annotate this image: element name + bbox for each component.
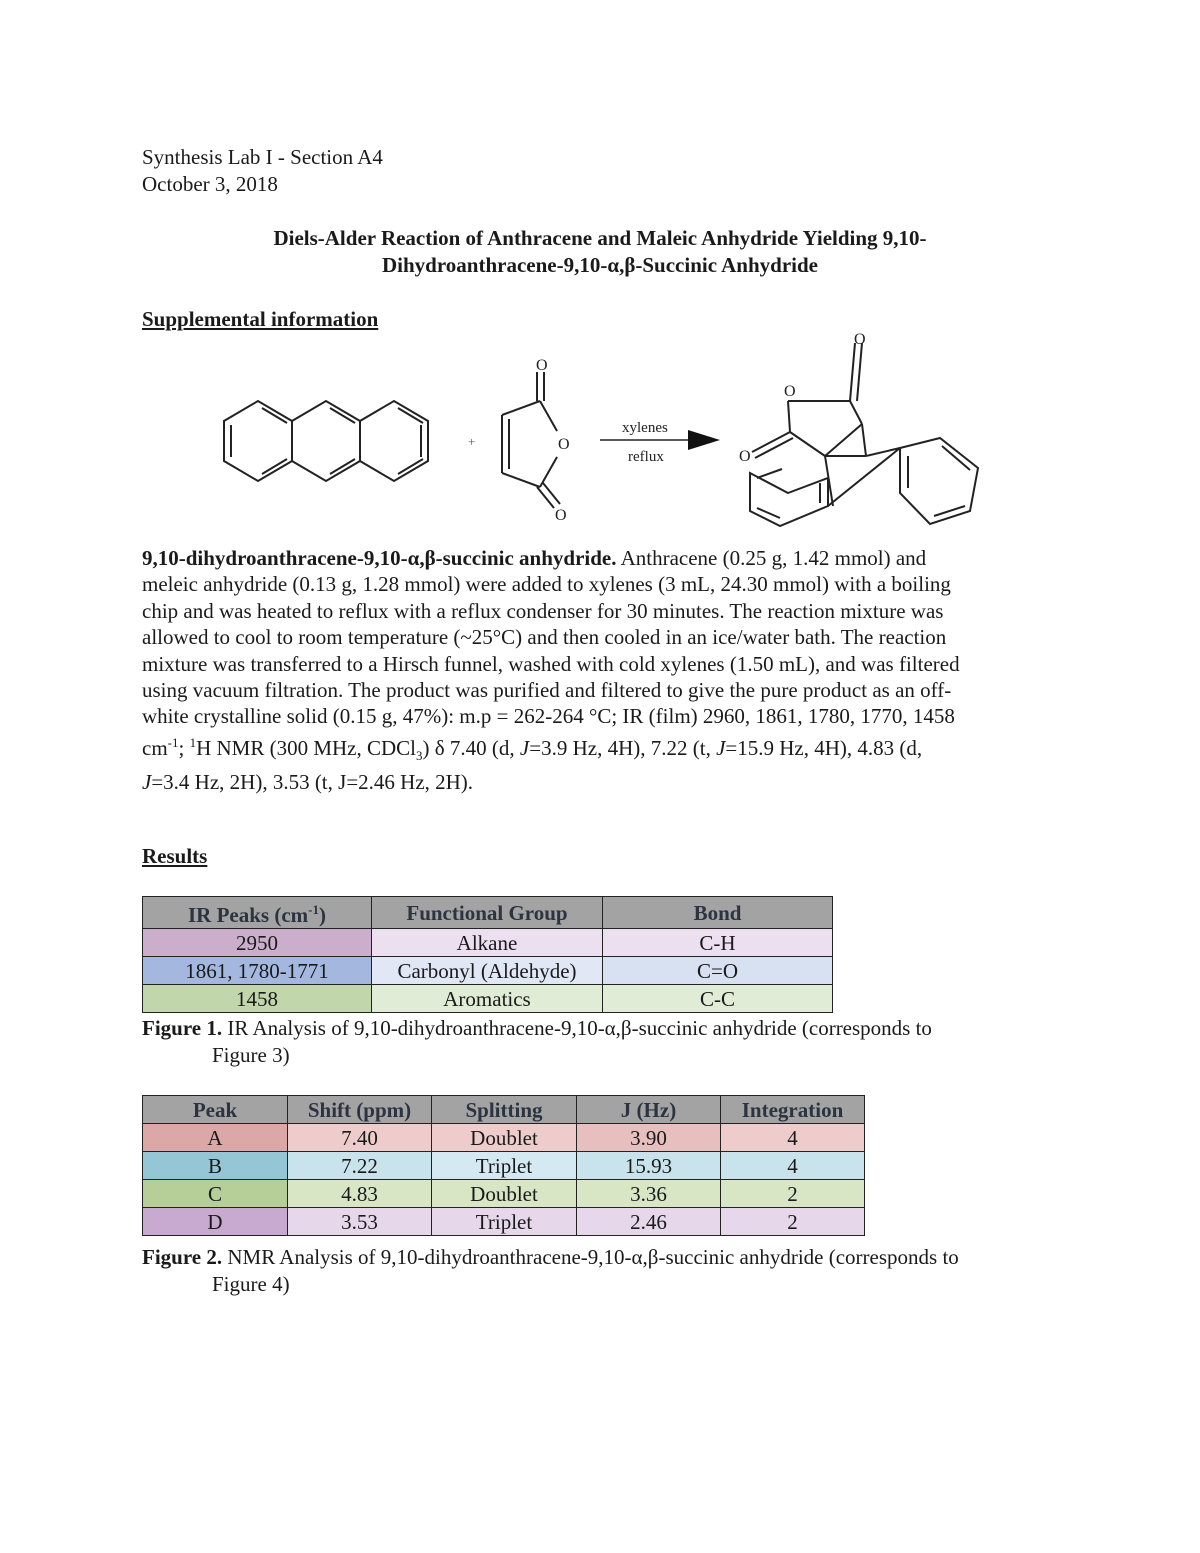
para-line-5: mixture was transferred to a Hirsch funnel, washed with cold xylenes (1.50 mL), and was filtered (142, 651, 960, 676)
atom-o-top: O (536, 357, 548, 374)
reaction-scheme (210, 328, 990, 543)
product-atom-o-top: O (854, 331, 866, 348)
nmr-cell: 7.22 (288, 1152, 432, 1180)
course-line: Synthesis Lab I - Section A4 (142, 145, 383, 169)
para-line-9: J=3.4 Hz, 2H), 3.53 (t, J=2.46 Hz, 2H). (142, 770, 474, 795)
para-line-3: chip and was heated to reflux with a reflux condenser for 30 minutes. The reaction mixture was (142, 598, 944, 623)
ir-cell: 2950 (143, 929, 372, 957)
nmr-cell: A (143, 1124, 288, 1152)
para-line-6: using vacuum filtration. The product was purified and filtered to give the pure product as an off- (142, 678, 952, 703)
maleic-anhydride-structure (502, 372, 560, 508)
nmr-cell: 3.90 (577, 1124, 721, 1152)
atom-o-ring: O (558, 436, 570, 453)
title-line-1: Diels-Alder Reaction of Anthracene and Maleic Anhydride Yielding 9,10- (273, 226, 927, 250)
experimental-paragraph (142, 545, 1067, 796)
ir-cell: 1458 (143, 985, 372, 1013)
para-line-7: white crystalline solid (0.15 g, 47%): m.p = 262-264 °C; IR (film) 2960, 1861, 1780, 1770, 1458 (142, 704, 955, 729)
supplemental-heading: Supplemental information (142, 307, 379, 331)
nmr-cell: D (143, 1208, 288, 1236)
ir-cell: Carbonyl (Aldehyde) (372, 957, 603, 985)
ir-cell: C-H (603, 929, 833, 957)
nmr-cell: 15.93 (577, 1152, 721, 1180)
para-line-2: meleic anhydride (0.13 g, 1.28 mmol) were added to xylenes (3 mL, 24.30 mmol) with a boiling (142, 572, 951, 597)
page-title (142, 225, 1058, 279)
product-atom-o-ring: O (784, 383, 796, 400)
nmr-header-j: J (Hz) (577, 1096, 721, 1124)
nmr-header-shift: Shift (ppm) (288, 1096, 432, 1124)
figure-2-cont: Figure 4) (212, 1272, 290, 1296)
ir-cell: Alkane (372, 929, 603, 957)
ir-cell: C=O (603, 957, 833, 985)
table-row (143, 929, 833, 957)
figure-2-text: NMR Analysis of 9,10-dihydroanthracene-9,10-α,β-succinic anhydride (corresponds to (222, 1245, 959, 1269)
ir-table (142, 896, 833, 1013)
figure-1-text: IR Analysis of 9,10-dihydroanthracene-9,10-α,β-succinic anhydride (corresponds to (222, 1016, 932, 1040)
ir-cell: Aromatics (372, 985, 603, 1013)
atom-o-bottom: O (555, 507, 567, 524)
table-row (143, 1180, 865, 1208)
table-row (143, 1124, 865, 1152)
ir-cell: C-C (603, 985, 833, 1013)
nmr-cell: 4.83 (288, 1180, 432, 1208)
nmr-cell: 2 (721, 1208, 865, 1236)
nmr-cell: 4 (721, 1124, 865, 1152)
para-line-8: $cm^{-1}$; $^1$H NMR (300 MHz, CDCl$_3$) δ 7.40 (d, J=3.9 Hz, 4H), 7.22 (t, J=15.9 Hz, 4H), 4.83 (d, (142, 734, 923, 764)
nmr-cell: Doublet (432, 1124, 577, 1152)
product-atom-o-left: O (739, 448, 751, 465)
ir-header-row (143, 897, 833, 929)
nmr-cell: Doublet (432, 1180, 577, 1208)
nmr-header-row (143, 1096, 865, 1124)
nmr-cell: B (143, 1152, 288, 1180)
reaction-arrow-head (688, 430, 720, 450)
ir-header-group: Functional Group (372, 897, 603, 929)
nmr-header-peak: Peak (143, 1096, 288, 1124)
para-line-4: allowed to cool to room temperature (~25°C) and then cooled in an ice/water bath. The reaction (142, 625, 947, 650)
reagent-label: xylenes (622, 420, 668, 436)
anthracene-structure (224, 401, 428, 481)
product-structure (750, 343, 978, 526)
nmr-cell: 3.53 (288, 1208, 432, 1236)
nmr-cell: 3.36 (577, 1180, 721, 1208)
nmr-table (142, 1095, 865, 1236)
nmr-cell: 7.40 (288, 1124, 432, 1152)
figure-2-label: Figure 2. (142, 1245, 223, 1269)
figure-1-caption (142, 1015, 1072, 1069)
figure-1-cont: Figure 3) (212, 1043, 290, 1067)
nmr-cell: 2.46 (577, 1208, 721, 1236)
para-line-1: Anthracene (0.25 g, 1.42 mmol) and (616, 546, 927, 570)
nmr-cell: Triplet (432, 1208, 577, 1236)
date-line: October 3, 2018 (142, 172, 278, 196)
table-row (143, 957, 833, 985)
figure-1-label: Figure 1. (142, 1016, 223, 1040)
nmr-header-splitting: Splitting (432, 1096, 577, 1124)
nmr-cell: 4 (721, 1152, 865, 1180)
table-row (143, 1208, 865, 1236)
nmr-header-integration: Integration (721, 1096, 865, 1124)
ir-header-peaks: IR Peaks $(cm^{-1})$ (143, 897, 372, 929)
table-row (143, 1152, 865, 1180)
compound-name: 9,10-dihydroanthracene-9,10-α,β-succinic anhydride. (142, 546, 617, 570)
ir-cell: 1861, 1780-1771 (143, 957, 372, 985)
figure-2-caption (142, 1244, 1072, 1298)
nmr-cell: 2 (721, 1180, 865, 1208)
results-heading: Results (142, 844, 208, 868)
plus-sign: + (468, 434, 476, 449)
table-row (143, 985, 833, 1013)
title-line-2: Dihydroanthracene-9,10-α,β-Succinic Anhydride (382, 253, 818, 277)
nmr-cell: Triplet (432, 1152, 577, 1180)
nmr-cell: C (143, 1180, 288, 1208)
ir-header-bond: Bond (603, 897, 833, 929)
condition-label: reflux (628, 449, 664, 465)
